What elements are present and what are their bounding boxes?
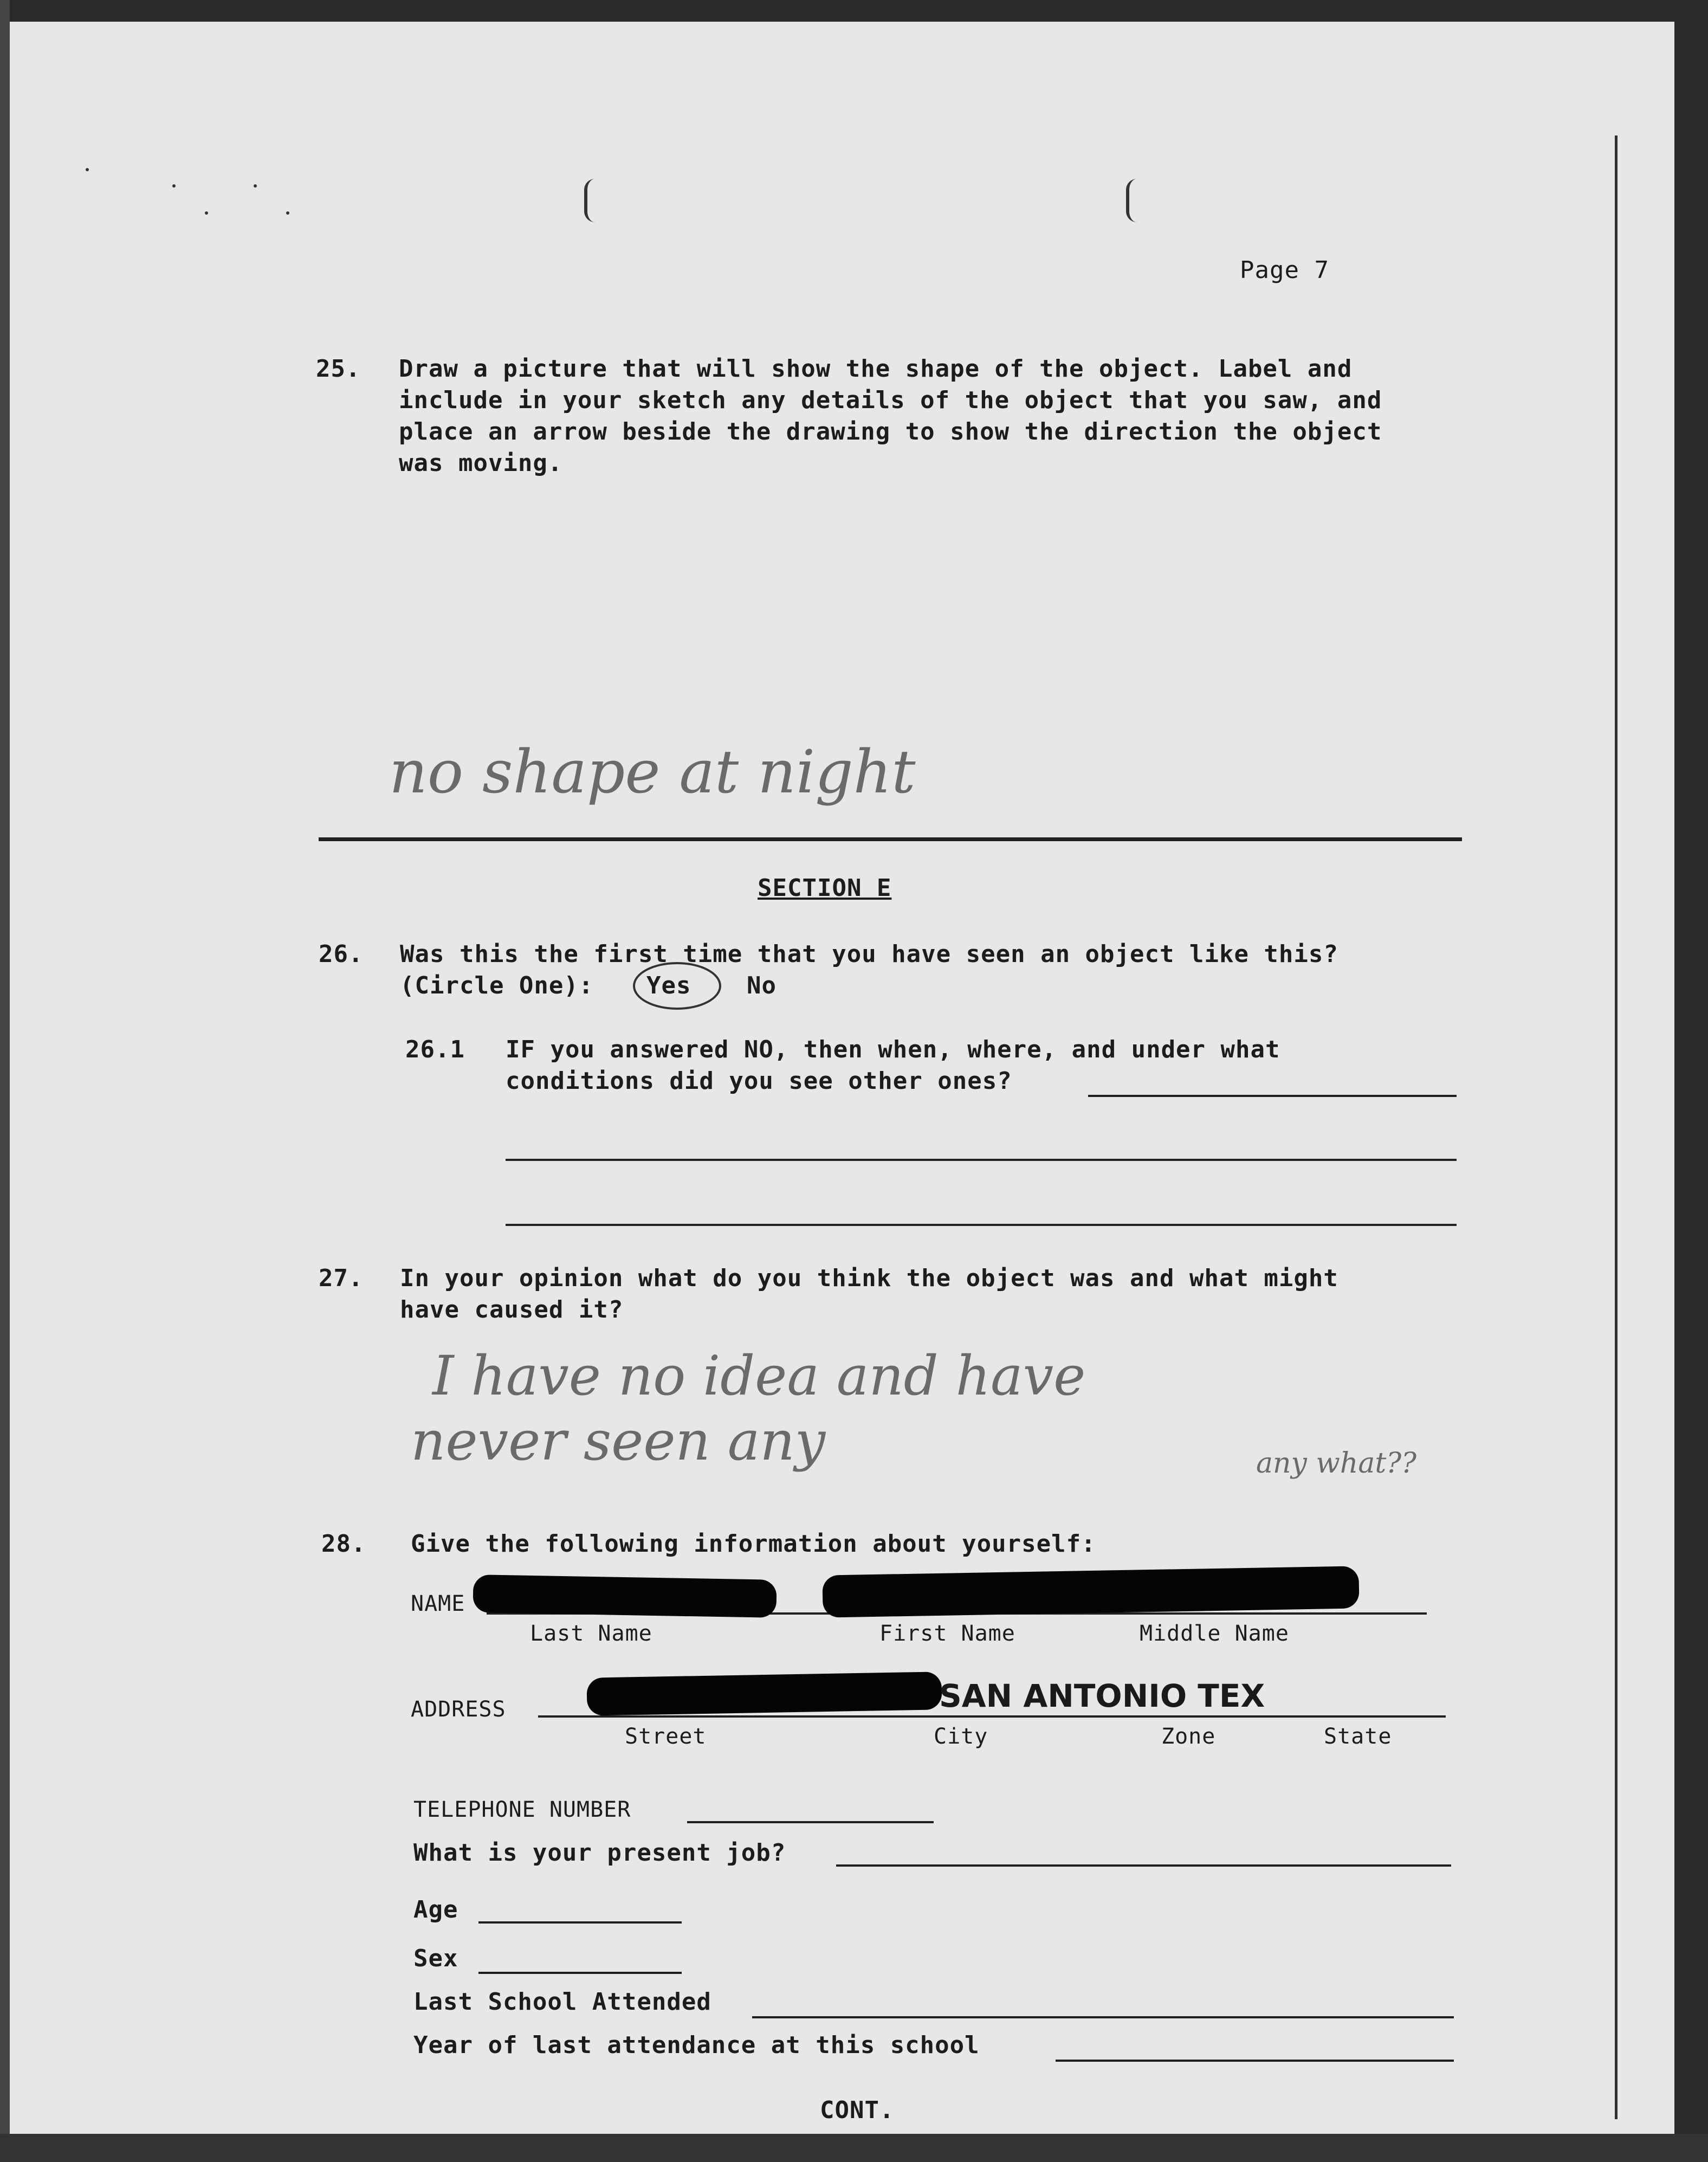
- answer-line: [506, 1224, 1457, 1226]
- address-line: [538, 1715, 1446, 1718]
- q25-line-1: Draw a picture that will show the shape of the object. Label and: [399, 355, 1353, 383]
- q26-line-2: (Circle One):: [400, 972, 594, 999]
- telephone-label: TELEPHONE NUMBER: [413, 1797, 631, 1822]
- address-sublabel-street: Street: [625, 1724, 707, 1749]
- answer-line: [1088, 1095, 1457, 1097]
- year-label: Year of last attendance at this school: [413, 2031, 980, 2059]
- answer-line: [506, 1159, 1457, 1161]
- scan-border-bottom: [0, 2134, 1708, 2162]
- age-label: Age: [413, 1896, 458, 1924]
- sex-label: Sex: [413, 1945, 458, 1972]
- redaction-street: [586, 1671, 942, 1715]
- q25-line-3: place an arrow beside the drawing to show the direction the object: [399, 418, 1382, 446]
- scan-speck: [86, 168, 89, 171]
- year-line: [1056, 2060, 1454, 2062]
- q26-1-line-1: IF you answered NO, then when, where, and under what: [506, 1036, 1280, 1063]
- q25-line-2: include in your sketch any details of the object that you saw, and: [399, 386, 1382, 414]
- telephone-line: [687, 1821, 934, 1823]
- age-line: [478, 1921, 682, 1924]
- scan-border-left: [0, 0, 10, 2162]
- q26-number: 26.: [319, 940, 364, 968]
- school-line: [752, 2016, 1454, 2018]
- scan-speck: [205, 211, 208, 215]
- q28-intro: Give the following information about yourself:: [411, 1530, 1096, 1558]
- section-heading: SECTION E: [758, 874, 892, 902]
- q27-line-1: In your opinion what do you think the object was and what might: [400, 1264, 1338, 1292]
- q26-line-1: Was this the first time that you have seen an object like this?: [400, 940, 1338, 968]
- address-city-handwritten: SAN ANTONIO TEX: [939, 1677, 1265, 1714]
- margin-rule: [1615, 135, 1618, 2119]
- punch-mark: [1126, 179, 1137, 222]
- name-sublabel-middle: Middle Name: [1140, 1621, 1289, 1646]
- page-number: Page 7: [1240, 256, 1329, 284]
- q27-number: 27.: [319, 1264, 364, 1292]
- q27-handwritten-3: any what??: [1256, 1447, 1417, 1480]
- job-line: [836, 1864, 1451, 1867]
- q25-number: 25.: [316, 355, 361, 383]
- address-sublabel-state: State: [1324, 1724, 1392, 1749]
- scan-border-right: [1674, 0, 1708, 2162]
- option-no: No: [747, 972, 777, 999]
- q26-1-line-2: conditions did you see other ones?: [506, 1067, 1012, 1095]
- q27-line-2: have caused it?: [400, 1296, 624, 1324]
- continued-label: CONT.: [820, 2096, 895, 2124]
- sex-line: [478, 1972, 682, 1974]
- address-sublabel-city: City: [934, 1724, 988, 1749]
- q27-handwritten-2: never seen any: [411, 1409, 826, 1473]
- punch-mark: [584, 179, 595, 222]
- q25-line-4: was moving.: [399, 449, 563, 477]
- scan-speck: [286, 211, 289, 215]
- scan-speck: [172, 184, 176, 188]
- scan-border-top: [0, 0, 1708, 22]
- job-label: What is your present job?: [413, 1839, 786, 1867]
- address-sublabel-zone: Zone: [1161, 1724, 1216, 1749]
- q25-handwritten-answer: no shape at night: [389, 737, 916, 806]
- q27-handwritten-1: I have no idea and have: [432, 1344, 1086, 1408]
- redaction-first-name: [822, 1566, 1359, 1617]
- q28-number: 28.: [321, 1530, 366, 1558]
- scan-speck: [254, 184, 257, 188]
- school-label: Last School Attended: [413, 1988, 711, 2016]
- name-sublabel-last: Last Name: [530, 1621, 652, 1646]
- name-sublabel-first: First Name: [879, 1621, 1015, 1646]
- option-yes: Yes: [646, 972, 691, 999]
- section-divider: [319, 837, 1462, 841]
- redaction-last-name: [473, 1574, 777, 1618]
- document-page: [10, 22, 1674, 2134]
- q26-1-number: 26.1: [405, 1036, 465, 1063]
- address-label: ADDRESS: [411, 1697, 506, 1722]
- name-label: NAME: [411, 1591, 465, 1616]
